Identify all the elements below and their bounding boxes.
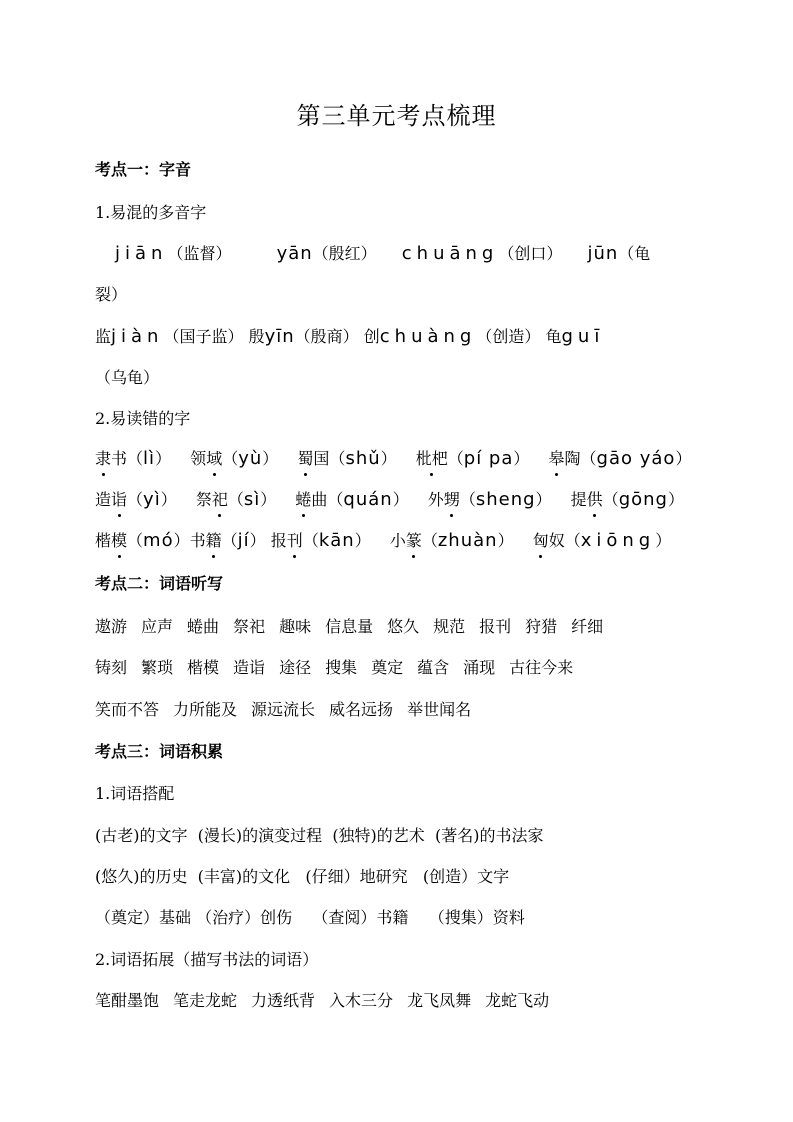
char: 殷 bbox=[248, 327, 265, 346]
misread-item: 书籍（jí） bbox=[189, 530, 266, 551]
word-hint: （国子监） bbox=[163, 327, 244, 346]
vocab-word: 古往今来 bbox=[509, 658, 574, 677]
vocab-word: 蜷曲 bbox=[187, 617, 220, 636]
text-fragment: 国 bbox=[313, 449, 330, 468]
text-fragment: 陶 bbox=[564, 449, 581, 468]
vocab-word: 笔走龙蛇 bbox=[173, 991, 238, 1010]
polyphone-line-1-wrap: 裂） bbox=[95, 285, 128, 304]
misread-row-3 bbox=[95, 530, 733, 552]
dictation-row-2 bbox=[95, 657, 733, 679]
text-fragment: 领 bbox=[190, 449, 207, 468]
word-hint: （创口） bbox=[498, 244, 563, 263]
vocab-word: 举世闻名 bbox=[407, 700, 472, 719]
dotted-char: 枇杷 bbox=[415, 449, 448, 468]
collocation-row-3: （奠定）基础 （治疗）创伤 （查阅）书籍 （搜集）资料 bbox=[95, 908, 525, 927]
pinyin: yīn bbox=[264, 326, 295, 347]
word-hint: （殷红） bbox=[312, 244, 377, 263]
misread-item: 蜷曲（quán） bbox=[295, 489, 409, 510]
dotted-char: 祀 bbox=[211, 490, 228, 509]
text-fragment: 奴 bbox=[548, 531, 565, 550]
text-fragment: 楷 bbox=[95, 531, 112, 550]
misread-item: 提供（gōng） bbox=[570, 489, 684, 510]
dotted-char: 模 bbox=[111, 531, 128, 550]
pinyin: yān bbox=[276, 243, 313, 264]
text-fragment: 书 bbox=[189, 531, 206, 550]
page-title: 第三单元考点梳理 bbox=[296, 102, 497, 130]
dictation-row-3 bbox=[95, 699, 733, 721]
collocation-row-2: (悠久)的历史 (丰富)的文化 (仔细）地研究 (创造）文字 bbox=[95, 867, 510, 886]
vocab-word: 龙蛇飞动 bbox=[485, 991, 550, 1010]
word-hint: （监督） bbox=[167, 244, 232, 263]
dotted-char: 皋 bbox=[548, 449, 565, 468]
vocab-word: 力透纸背 bbox=[251, 991, 316, 1010]
vocab-word: 涌现 bbox=[463, 658, 496, 677]
misread-item: 隶书（lì） bbox=[95, 448, 172, 469]
section-1-subheading-2: 2.易读错的字 bbox=[95, 409, 191, 428]
misread-item: 报刊（kān） bbox=[270, 530, 371, 551]
vocab-word: 龙飞凤舞 bbox=[407, 991, 472, 1010]
dotted-char: 蜀 bbox=[297, 449, 314, 468]
misread-item: 枇杷（pí pa） bbox=[415, 448, 530, 469]
word-hint: （创造） bbox=[476, 327, 541, 346]
dotted-char: 域 bbox=[206, 449, 223, 468]
vocab-word: 奠定 bbox=[371, 658, 404, 677]
pinyin: yì bbox=[143, 489, 161, 510]
pinyin: yù bbox=[238, 448, 263, 469]
vocab-word: 笑而不答 bbox=[95, 700, 160, 719]
vocab-word: 笔酣墨饱 bbox=[95, 991, 160, 1010]
misread-item: 祭祀（sì） bbox=[195, 489, 277, 510]
text-fragment: 曲 bbox=[311, 490, 328, 509]
polyphone-line-2-wrap: （乌龟） bbox=[95, 368, 160, 387]
vocab-word: 悠久 bbox=[387, 617, 420, 636]
pinyin: chuàng bbox=[379, 326, 477, 347]
section-3-subheading-2: 2.词语拓展（描写书法的词语） bbox=[95, 950, 319, 969]
vocab-word: 铸刻 bbox=[95, 658, 128, 677]
word-hint: （殷商） bbox=[294, 327, 359, 346]
pinyin: jiàn bbox=[111, 326, 164, 347]
pinyin: jiān bbox=[115, 243, 168, 264]
misread-item: 匈奴（xiōng） bbox=[532, 530, 672, 551]
misread-item: 领域（yù） bbox=[190, 448, 279, 469]
vocab-word: 纤细 bbox=[571, 617, 604, 636]
pinyin: kān bbox=[318, 530, 355, 551]
pinyin: gāo yáo bbox=[596, 448, 676, 469]
vocab-word: 信息量 bbox=[325, 617, 374, 636]
vocab-word: 途径 bbox=[279, 658, 312, 677]
polyphone-line-1 bbox=[115, 243, 733, 265]
dotted-char: 隶 bbox=[95, 449, 112, 468]
pinyin: jí bbox=[237, 530, 250, 551]
misread-row-2 bbox=[95, 489, 733, 511]
vocab-word: 威名远扬 bbox=[329, 700, 394, 719]
vocab-word: 源远流长 bbox=[251, 700, 316, 719]
dictation-row-1 bbox=[95, 616, 733, 638]
section-2-heading: 考点二：词语听写 bbox=[95, 574, 224, 593]
dotted-char: 供 bbox=[586, 490, 603, 509]
text-fragment: 书 bbox=[111, 449, 128, 468]
dotted-char: 匈 bbox=[532, 531, 549, 550]
misread-item: 蜀国（shǔ） bbox=[297, 448, 397, 469]
pinyin: jūn bbox=[587, 243, 619, 264]
misread-item: 外甥（sheng） bbox=[427, 489, 552, 510]
pinyin: sheng bbox=[475, 489, 536, 510]
vocab-word: 繁琐 bbox=[141, 658, 174, 677]
vocab-word: 趣味 bbox=[279, 617, 312, 636]
pinyin: chuāng bbox=[401, 243, 499, 264]
char: 创 bbox=[363, 327, 380, 346]
collocation-row-1: (古老)的文字 (漫长)的演变过程 (独特)的艺术 (著名)的书法家 bbox=[95, 826, 544, 845]
word-hint: （龟 bbox=[618, 244, 651, 263]
text-fragment: 小 bbox=[389, 531, 406, 550]
dotted-char: 籍 bbox=[205, 531, 222, 550]
text-fragment: 报 bbox=[270, 531, 287, 550]
pinyin: xiōng bbox=[580, 530, 656, 551]
vocab-word: 规范 bbox=[433, 617, 466, 636]
polyphone-line-2 bbox=[95, 326, 733, 348]
pinyin: sì bbox=[243, 489, 261, 510]
vocab-word: 入木三分 bbox=[329, 991, 394, 1010]
vocab-word: 搜集 bbox=[325, 658, 358, 677]
vocab-word: 造诣 bbox=[233, 658, 266, 677]
pinyin: gōng bbox=[618, 489, 668, 510]
char: 监 bbox=[95, 327, 112, 346]
dotted-char: 诣 bbox=[111, 490, 128, 509]
misread-item: 造诣（yì） bbox=[95, 489, 177, 510]
char: 龟 bbox=[545, 327, 562, 346]
misread-item: 皋陶（gāo yáo） bbox=[548, 448, 692, 469]
pinyin: zhuàn bbox=[437, 530, 498, 551]
vocab-word: 祭祀 bbox=[233, 617, 266, 636]
misread-row-1 bbox=[95, 448, 733, 470]
text-fragment: 祭 bbox=[195, 490, 212, 509]
section-1-heading: 考点一：字音 bbox=[95, 160, 192, 179]
misread-item: 楷模（mó） bbox=[95, 530, 190, 551]
calligraphy-words-row bbox=[95, 990, 733, 1012]
misread-item: 小篆（zhuàn） bbox=[389, 530, 514, 551]
pinyin: pí pa bbox=[463, 448, 514, 469]
section-1-subheading-1: 1.易混的多音字 bbox=[95, 203, 207, 222]
vocab-word: 遨游 bbox=[95, 617, 128, 636]
text-fragment: 提 bbox=[570, 490, 587, 509]
pinyin: lì bbox=[143, 448, 156, 469]
vocab-word: 报刊 bbox=[479, 617, 512, 636]
pinyin: quán bbox=[343, 489, 393, 510]
dotted-char: 蜷 bbox=[295, 490, 312, 509]
text-fragment: 造 bbox=[95, 490, 112, 509]
section-3-heading: 考点三：词语积累 bbox=[95, 742, 224, 761]
pinyin: guī bbox=[561, 326, 605, 347]
dotted-char: 篆 bbox=[405, 531, 422, 550]
text-fragment: 外 bbox=[427, 490, 444, 509]
dotted-char: 刊 bbox=[286, 531, 303, 550]
vocab-word: 楷模 bbox=[187, 658, 220, 677]
vocab-word: 蕴含 bbox=[417, 658, 450, 677]
vocab-word: 应声 bbox=[141, 617, 174, 636]
vocab-word: 狩猎 bbox=[525, 617, 558, 636]
vocab-word: 力所能及 bbox=[173, 700, 238, 719]
pinyin: mó bbox=[143, 530, 174, 551]
dotted-char: 甥 bbox=[443, 490, 460, 509]
pinyin: shǔ bbox=[345, 448, 381, 469]
section-3-subheading-1: 1.词语搭配 bbox=[95, 784, 175, 803]
